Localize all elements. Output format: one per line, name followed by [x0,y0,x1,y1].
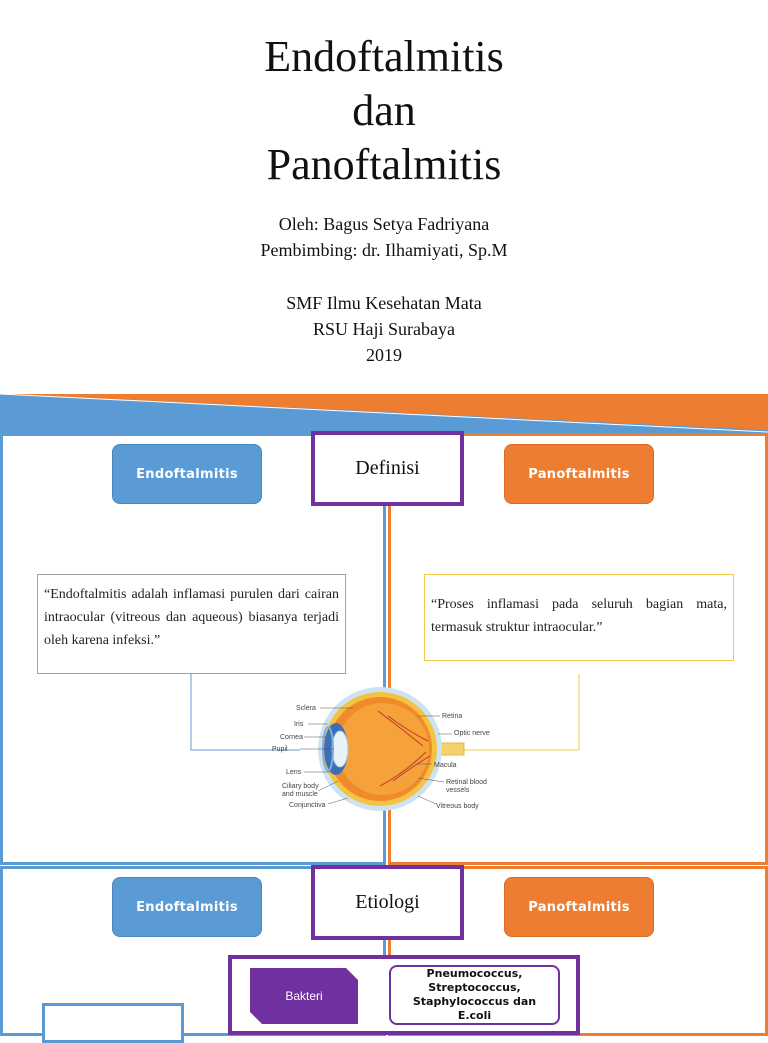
label-vitreous: Vitreous body [436,803,479,810]
department-line: SMF Ilmu Kesehatan Mata [286,293,482,313]
label-retina: Retina [442,713,463,720]
title-line-1: Endoftalmitis [264,32,504,81]
label-lens: Lens [286,769,302,776]
definisi-heading: Definisi [311,431,464,506]
hospital-line: RSU Haji Surabaya [313,319,455,339]
panoftalmitis-definition: “Proses inflamasi pada seluruh bagian mata, termasuk struktur intraocular.” [424,574,734,661]
title-line-3: Panoftalmitis [266,140,502,189]
label-cornea: Cornea [280,734,303,741]
etiologi-left-box [42,1003,184,1043]
document-title [0,30,768,192]
label-retinal-1: Retinal blood [446,779,487,786]
supervisor-line: Pembimbing: dr. Ilhamiyati, Sp.M [260,240,508,260]
organism-line-3: Staphylococcus dan E.coli [412,995,537,1022]
panoftalmitis-label: Panoftalmitis [504,444,654,504]
label-sclera: Sclera [296,705,316,712]
bakteri-label: Bakteri [285,989,323,1003]
eye-anatomy-diagram [268,686,508,816]
label-ciliary-1: Ciliary body [282,783,319,790]
organism-line-2: Streptococcus, [428,981,521,994]
organism-line-1: Pneumococcus, [426,967,523,980]
title-line-2: dan [352,86,416,135]
endoftalmitis-label: Endoftalmitis [112,444,262,504]
label-retinal-2: vessels [446,787,470,794]
label-ciliary-2: and muscle [282,791,318,798]
year-line: 2019 [366,345,402,365]
label-conjunctiva: Conjunctiva [289,802,326,809]
panoftalmitis-label-2: Panoftalmitis [504,877,654,937]
bacteria-organisms [389,965,560,1025]
label-macula: Macula [434,762,457,769]
slide-banner [0,394,768,434]
etiologi-heading: Etiologi [311,865,464,940]
endoftalmitis-definition: “Endoftalmitis adalah inflamasi purulen dari cairan intraocular (vitreous dan aqueous) biasanya terjadi oleh karena infeksi.” [37,574,346,674]
author-line: Oleh: Bagus Setya Fadriyana [278,214,490,234]
label-pupil: Pupil [272,746,288,753]
endoftalmitis-label-2: Endoftalmitis [112,877,262,937]
label-iris: Iris [294,721,304,728]
label-optic-nerve: Optic nerve [454,730,490,737]
